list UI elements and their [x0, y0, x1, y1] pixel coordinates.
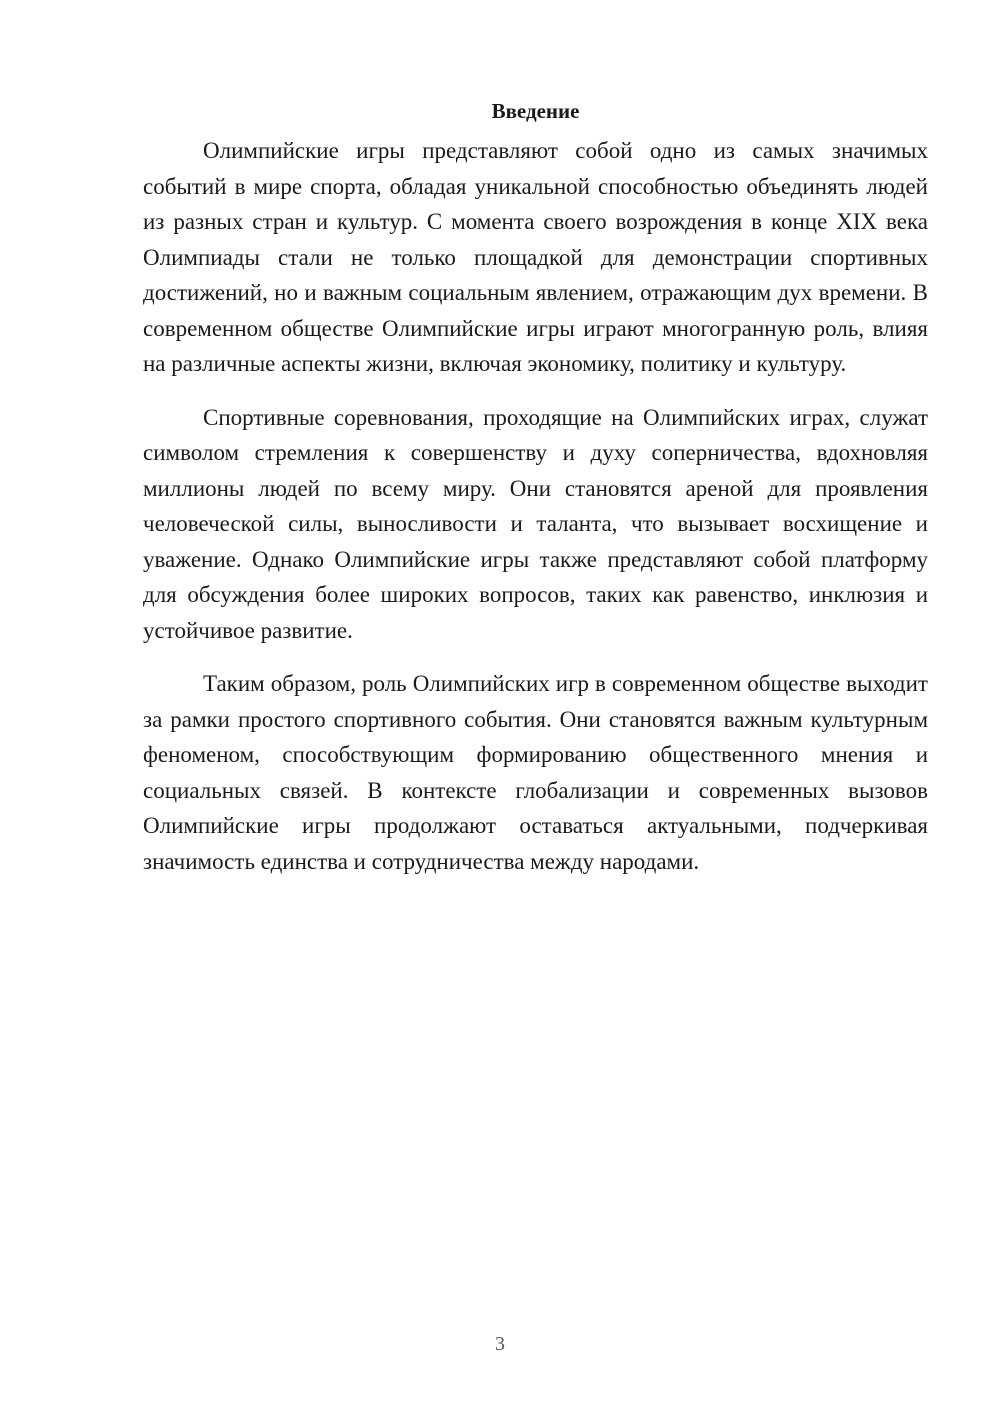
section-heading: Введение	[491, 99, 580, 123]
paragraph-3: Таким образом, роль Олимпийских игр в современном обществе выходит за рамки простого спортивного события. Они становятся важным культурным феноменом, способствующим формированию общественного мнения и социальных связей. В контексте глобализации и современных вызовов Олимпийские игры продолжают оставаться актуальными, подчеркивая значимость единства и сотрудничества между народами.	[143, 671, 928, 874]
page-content	[143, 93, 928, 897]
page-number: 3	[495, 1333, 505, 1355]
paragraph-2: Спортивные соревнования, проходящие на Олимпийских играх, служат символом стремления к совершенству и духу соперничества, вдохновляя миллионы людей по всему миру. Они становятся ареной для проявления человеческой силы, выносливости и таланта, что вызывает восхищение и уважение. Однако Олимпийские игры также представляют собой платформу для обсуждения более широких вопросов, таких как равенство, инклюзия и устойчивое развитие.	[143, 404, 928, 643]
paragraph-1: Олимпийские игры представляют собой одно из самых значимых событий в мире спорта, обладая уникальной способностью объединять людей из разных стран и культур. С момента своего возрождения в конце XIX века Олимпиады стали не только площадкой для демонстрации спортивных достижений, но и важным социальным явлением, отражающим дух времени. В современном обществе Олимпийские игры играют многогранную роль, влияя на различные аспекты жизни, включая экономику, политику и культуру.	[143, 138, 928, 376]
